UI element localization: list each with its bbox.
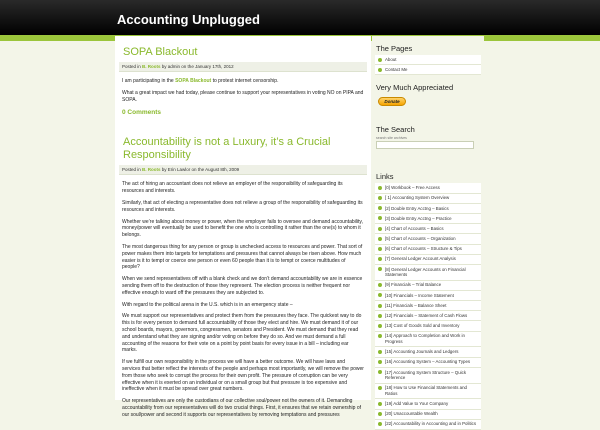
sidebar-link[interactable]: [10] Financials – Income Statement [375,291,481,301]
sidebar-link[interactable]: [5] Chart of Accounts – Organization [375,234,481,244]
sidebar-link[interactable]: [22] Accountability in Accounting and in Politics [375,420,481,430]
post-meta: Posted in B. Roots by admin on the January 17th, 2012 [119,62,367,72]
sidebar-link[interactable]: [9] Financials – Trial Balance [375,281,481,291]
sidebar-link[interactable]: [11] Financials – Balance Sheet [375,301,481,311]
sidebar-link[interactable]: [19] Add Value to Your Company [375,399,481,409]
sidebar-link[interactable]: [4] Chart of Accounts – Basics [375,224,481,234]
links-list [375,183,481,430]
sidebar-link[interactable]: [20] Unaccountable Wealth [375,410,481,420]
post-paragraph: With regard to the political arena in the U.S. which is in an emergency state – [122,301,293,308]
page-link-about[interactable]: About [375,55,481,65]
sidebar-link[interactable]: [8] General Ledger Accounts on Financial Statements [375,265,481,281]
links-heading: Links [376,172,394,182]
sidebar-link[interactable]: [12] Financials – Statement of Cash Flows [375,311,481,321]
sidebar-link[interactable]: [3] Double Entry Acctng – Practice [375,214,481,224]
appreciated-heading: Very Much Appreciated [376,83,454,93]
sidebar-link[interactable]: [ 1] Accounting System Overview [375,194,481,204]
site-title-link[interactable]: Accounting Unplugged [117,12,260,27]
post-meta: Posted in B. Roots by Erin Lawlor on the August 8th, 2009 [119,165,367,175]
sidebar-link[interactable]: [15] Accounting Journals and Ledgers [375,347,481,357]
page-link-contact[interactable]: Contact Me [375,65,481,75]
post-paragraph: The act of hiring an accountant does not relieve an employer of the responsibility of safeguarding its resources and interests. [122,181,343,195]
post-paragraph: Whether we’re talking about money or power, when the employer fails to oversee and demand accountability, money/power will eventually be used to benefit the one who is controlling it rather than the one(s) to whom it belongs. [122,218,363,239]
search-caption: search site archives [376,136,407,141]
search-heading: The Search [376,125,415,135]
post [115,36,371,116]
post-paragraph: I am participating in the SOPA Blackout to protest internet censorship. [122,78,279,84]
post [115,126,371,418]
sidebar [372,36,484,427]
main-content [115,36,371,418]
sidebar-link[interactable]: [18] How to Use Financial Statements and Ratios [375,384,481,400]
sidebar-link[interactable]: [17] Accounting System Structure – Quick Reference [375,368,481,384]
post-paragraph: Our representatives are only the custodians of our collective soul/power not the owners of it. Demanding accountability from our representatives will do two crucial things. First, it ensures that we retain ownership of our soul/power and second it supports our representatives by removing temptations and pressures [122,398,361,418]
sidebar-link[interactable]: [13] Cost of Goods Sold and Inventory [375,321,481,331]
post-title-link[interactable]: Accountability is not a Luxury, it’s a Crucial Responsibility [123,136,331,162]
donate-button[interactable]: Donate [378,97,406,106]
sidebar-link[interactable]: [16] Accounting System – Accounting Types [375,358,481,368]
sidebar-link[interactable]: [2] Double Entry Acctng – Basics [375,204,481,214]
post-paragraph: The most dangerous thing for any person or group is unchecked access to resources and power. That sort of power makes them into targets for temptations and pressures that cannot always be risen above. How much easier is it to tempt or coerce one person or even 60 people than it is to tempt or coerce multitudes of people? [122,243,363,271]
sopa-blackout-link[interactable]: SOPA Blackout [175,78,212,84]
comments-link[interactable]: 0 Comments [122,109,162,117]
post-paragraph: What a great impact we had today, please continue to support your representatives in voting NO on PIPA and SOPA. [122,89,364,103]
post-paragraph: We must support our representatives and protect them from the pressures they face. The quickest way to do this is for every person to demand full accountability of those they elect and hire. We must demand it of our school boards, mayors, governors, congressmen, senators and President. We must demand that they read and understand what they are signing and/or voting on before they do so. And we must demand a full accounting of the reasons for their vote on a point by point basis for every issue in a bill – including ear marks. [122,313,362,354]
post-paragraph: When we send representatives off with a blank check and we don’t demand accountability we are in essence sending them off to the destruction of those they represent. The election process is neither frequent nor effective enough to ward off the pressures they are subjected to. [122,276,363,296]
search-input[interactable] [376,141,474,149]
site-header [0,0,600,35]
post-paragraph: Similarly, that act of electing a representative does not relieve a group of the responsibility of safeguarding its resources and interests. [122,199,363,213]
sidebar-link[interactable]: [6] Chart of Accounts – Structure & Tips [375,245,481,255]
category-link[interactable]: B. Roots [142,64,161,69]
sidebar-link[interactable]: [0] Workbook – Free Access [375,183,481,193]
sidebar-link[interactable]: [7] General Ledger Account Analysis [375,255,481,265]
pages-list [375,55,481,75]
pages-heading: The Pages [376,44,413,53]
post-paragraph: If we fulfill our own responsibility in the process we will have a better outcome. We will have laws and services that better reflect the interests of the people and perhaps most importantly, we will remove the power from those who seek to corrupt the process for their own profit. The pressure of corruption can be very effective when it is exerted on an individual or on a small group but that pressure is too expensive and ineffective when it must be spread over great numbers. [122,359,364,393]
category-link[interactable]: B. Roots [142,167,161,173]
post-title-link[interactable]: SOPA Blackout [123,46,198,58]
sidebar-link[interactable]: [14] Approach to Completion and Work in Progress [375,332,481,348]
